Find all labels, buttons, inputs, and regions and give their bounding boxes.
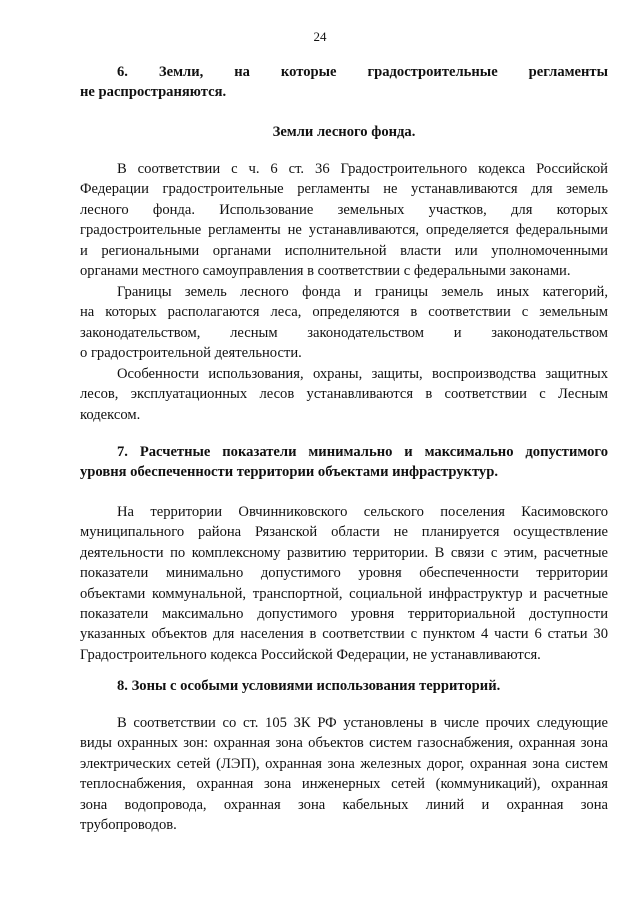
text-line: муниципального района Рязанской области не планируется осуществление xyxy=(80,524,608,541)
text-line: показатели минимально допустимого уровня обеспеченности территории xyxy=(80,565,608,582)
text-line: на которых располагаются леса, определяются в соответствии с земельным xyxy=(80,304,608,321)
text-line: теплоснабжения, охранная зона инженерных сетей (коммуникаций), охранная xyxy=(80,776,608,793)
text-line: указанных объектов для населения в соответствии с пунктом 4 части 6 статьи 30 xyxy=(80,626,608,643)
text-line: На территории Овчинниковского сельского поселения Касимовского xyxy=(117,504,608,520)
page-number: 24 xyxy=(313,29,327,44)
heading-line: 8. Зоны с особыми условиями использования территорий. xyxy=(117,678,501,694)
heading-line: 6. Земли, на которые градостроительные регламенты xyxy=(117,64,608,80)
heading-line: не распространяются. xyxy=(80,84,227,101)
text-line: органами местного самоуправления в соответствии с федеральными законами. xyxy=(80,263,571,280)
section-7-heading xyxy=(80,442,608,483)
section-7-paragraph-1 xyxy=(80,502,608,665)
text-line: Особенности использования, охраны, защиты, воспроизводства защитных xyxy=(117,366,608,382)
text-line: лесов, эксплуатационных лесов устанавливаются в соответствии с Лесным xyxy=(80,386,608,403)
section-8-heading xyxy=(80,676,608,696)
text-line: кодексом. xyxy=(80,406,141,423)
text-line: объектами коммунальной, транспортной, социальной инфраструктур и расчетные xyxy=(80,585,608,602)
text-line: зона водопровода, охранная зона кабельных линий и охранная зона xyxy=(80,796,608,813)
section-6-subheading: Земли лесного фонда. xyxy=(272,124,416,140)
text-line: электрических сетей (ЛЭП), охранная зона железных дорог, охранная зона систем xyxy=(80,755,608,772)
text-line: Федерации градостроительные регламенты не устанавливаются для земель xyxy=(80,181,608,198)
text-line: законодательством, лесным законодательством и законодательством xyxy=(80,324,608,341)
section-6-paragraph-3 xyxy=(80,364,608,425)
text-line: и региональными органами исполнительной власти или уполномоченными xyxy=(80,242,608,259)
text-line: В соответствии со ст. 105 ЗК РФ установлены в числе прочих следующие xyxy=(117,715,608,731)
section-6-heading xyxy=(80,62,608,103)
text-line: градостроительные регламенты не устанавливаются, определяется федеральными xyxy=(80,222,608,239)
text-line: В соответствии с ч. 6 ст. 36 Градостроительного кодекса Российской xyxy=(117,161,608,177)
text-line: Градостроительного кодекса Российской Федерации, не устанавливаются. xyxy=(80,646,541,663)
section-6-paragraph-2 xyxy=(80,282,608,364)
section-8-paragraph-1 xyxy=(80,713,608,835)
heading-line: 7. Расчетные показатели минимально и максимально допустимого xyxy=(117,444,608,460)
text-line: трубопроводов. xyxy=(80,817,177,834)
text-line: виды охранных зон: охранная зона объектов систем газоснабжения, охранная зона xyxy=(80,735,608,752)
text-line: деятельности по комплексному развитию территории. В связи с этим, расчетные xyxy=(80,544,608,561)
text-line: Границы земель лесного фонда и границы земель иных категорий, xyxy=(117,284,608,300)
heading-line: уровня обеспеченности территории объектами инфраструктур. xyxy=(80,464,498,481)
section-6-paragraph-1 xyxy=(80,159,608,281)
text-line: о градостроительной деятельности. xyxy=(80,345,302,362)
text-line: показатели максимально допустимого уровня территориальной доступности xyxy=(80,606,608,623)
text-line: лесного фонда. Использование земельных участков, для которых xyxy=(80,201,608,218)
